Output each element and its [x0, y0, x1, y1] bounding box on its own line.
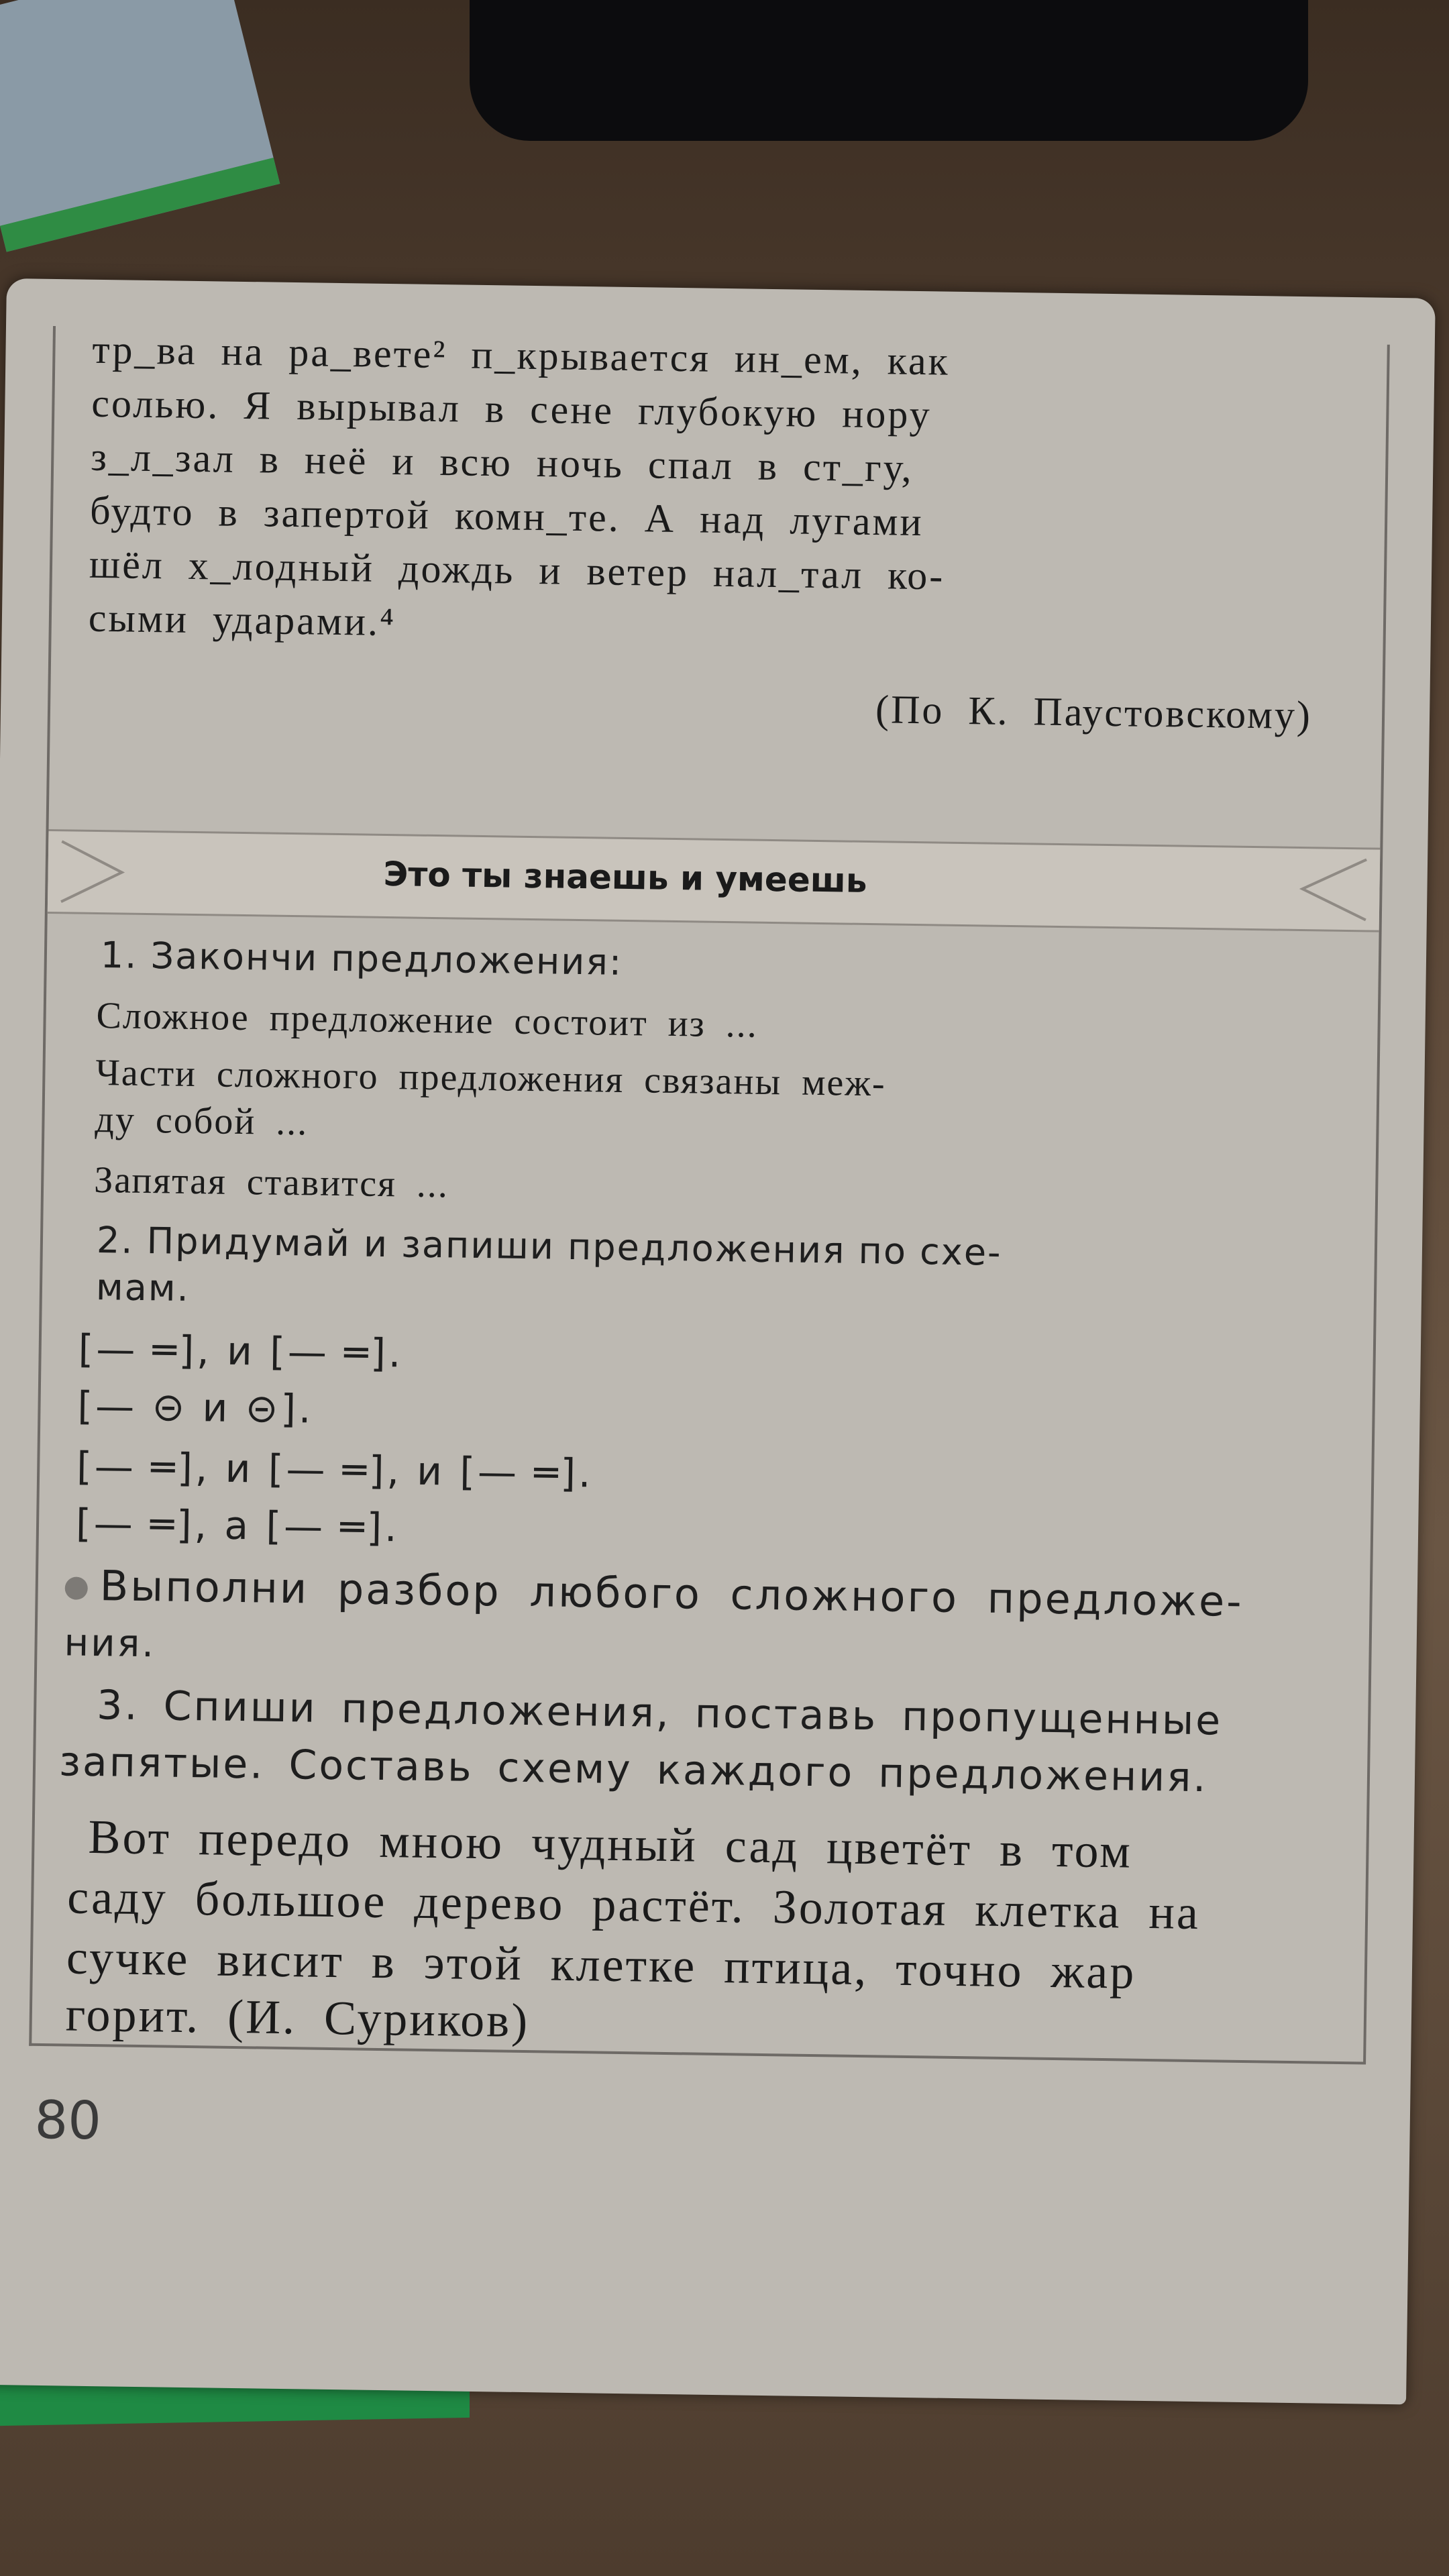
task2-heading-cont: мам. — [95, 1266, 191, 1309]
poem-line: сыми ударами.⁴ — [88, 595, 396, 645]
task3-text-line: горит. (И. Суриков) — [65, 1987, 530, 2048]
task3-heading-cont: запятые. Составь схему каждого предложения. — [58, 1738, 1208, 1802]
task1-line: ду собой ... — [95, 1098, 309, 1144]
task2-bullet-cont: ния. — [64, 1621, 156, 1666]
poem-line: тр_ва на ра_вете² п_крывается ин_ем, как — [92, 327, 951, 384]
textbook-page — [0, 278, 1436, 2404]
task2-heading: 2. Придумай и запиши предложения по схе- — [96, 1219, 1002, 1274]
task1-line: Части сложного предложения связаны меж- — [95, 1051, 887, 1105]
dark-object — [470, 0, 1308, 141]
task1-line: Запятая ставится ... — [93, 1159, 449, 1206]
scheme-2: [— ⊝ и ⊝]. — [77, 1383, 314, 1432]
poem-attribution: (По К. Паустовскому) — [875, 687, 1313, 738]
scheme-4: [— ═], а [— ═]. — [75, 1500, 400, 1551]
task1-heading: 1. Закончи предложения: — [100, 934, 623, 983]
content-frame — [29, 326, 1390, 2065]
poem-line: з_л_зал в неё и всю ночь спал в ст_гу, — [90, 434, 914, 490]
poem-line: будто в запертой комн_те. А над лугами — [89, 488, 924, 545]
bullet-text: Выполни разбор любого сложного предложе- — [99, 1561, 1244, 1626]
poem-line: солью. Я вырывал в сене глубокую нору — [91, 380, 932, 437]
task3-text-line: Вот передо мною чудный сад цветёт в том — [88, 1809, 1133, 1878]
section-banner — [48, 829, 1381, 932]
section-title: Это ты знаешь и умеешь — [383, 854, 867, 900]
scheme-1: [— ═], и [— ═]. — [78, 1326, 404, 1377]
task2-bullet — [64, 1560, 1244, 1626]
task3-text-line: сучке висит в этой клетке птица, точно жар — [66, 1930, 1136, 1999]
task1-line: Сложное предложение состоит из ... — [96, 994, 759, 1046]
task3-text-line: саду большое дерево растёт. Золотая клетка на — [66, 1870, 1201, 1940]
page-number: 80 — [34, 2090, 102, 2152]
task3-heading: 3. Спиши предложения, поставь пропущенные — [96, 1682, 1223, 1745]
poem-line: шёл х_лодный дождь и ветер нал_тал ко- — [89, 541, 945, 598]
scheme-3: [— ═], и [— ═], и [— ═]. — [76, 1443, 594, 1497]
bullet-icon — [65, 1576, 88, 1599]
